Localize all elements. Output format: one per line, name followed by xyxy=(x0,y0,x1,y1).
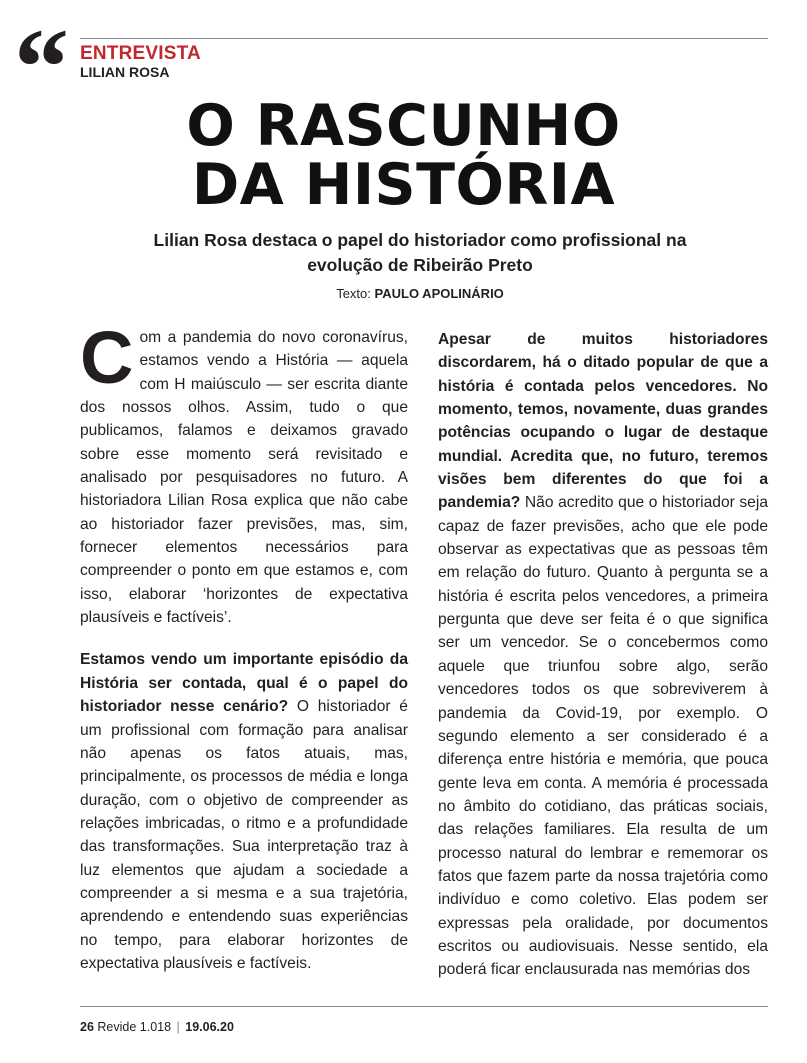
headline-line-2: DA HISTÓRIA xyxy=(191,152,616,218)
section-author: LILIAN ROSA xyxy=(80,64,170,80)
byline xyxy=(0,286,807,301)
footer-separator: | xyxy=(176,1020,180,1034)
byline-name: PAULO APOLINÁRIO xyxy=(374,286,504,301)
headline-line-1: O RASCUNHO xyxy=(186,93,621,159)
publication-name: Revide 1.018 xyxy=(97,1020,172,1034)
page-footer xyxy=(80,1020,234,1034)
issue-date: 19.06.20 xyxy=(185,1020,234,1034)
top-rule xyxy=(80,38,768,39)
subtitle: Lilian Rosa destaca o papel do historiador como profissional na evolução de Ribeirão Preto xyxy=(153,230,687,275)
question-2: Apesar de muitos historiadores discordarem, há o ditado popular de que a história é contada pelos vencedores. No momento, temos, novamente, duas grandes potências ocupando o lugar de destaque mundial. Acredita que, no futuro, teremos visões bem diferentes do que foi a pandemia? xyxy=(438,331,768,512)
bottom-rule xyxy=(80,1006,768,1007)
qa-1 xyxy=(80,648,408,975)
page-number: 26 xyxy=(80,1020,94,1034)
article-column-right xyxy=(438,328,768,982)
answer-1: O historiador é um profissional com formação para analisar não apenas os fatos atuais, mas, principalmente, os processos de média e longa duração, com o objetivo de compreender as relações imbricadas, o ritmo e a profundidade das transformações. Sua interpretação traz à luz elementos que ajudam a sociedade a compreender a si mesma e a sua trajetória, aprendendo e entendendo suas experiências no tempo, para elaborar horizontes de expectativa plausíveis e factíveis. xyxy=(80,698,408,972)
intro-text: om a pandemia do novo coronavírus, estamos vendo a História — aquela com H maiúsculo — ser escrita diante dos nossos olhos. Assim, tudo o que publicamos, falamos e deixamos gravado sobre esse momento será revisitado e analisado por pesquisadores no futuro. A historiadora Lilian Rosa explica que não cabe ao historiador fazer previsões, mas, sim, fornecer elementos necessários para compreender o ponto em que estamos e, com isso, elaborar ‘horizontes de expectativa plausíveis e factíveis’. xyxy=(80,329,408,627)
quote-mark-icon: “ xyxy=(14,6,61,128)
answer-2: Não acredito que o historiador seja capaz de fazer previsões, acho que ele pode observar as expectativas que as pessoas têm em relação do futuro. Quanto à pergunta se a história é escrita pelos vencedores, a primeira pergunta que deve ser feita é o que significa ser um vencedor. Se o concebermos como aquele que triunfou sobre algo, serão vencedores todos os que sobreviverem à pandemia da Covid-19, por exemplo. O segundo elemento a ser considerado é a diferença entre história e memória, que pouca gente leva em conta. A memória é processada no âmbito do cotidiano, das práticas sociais, das relações familiares. Ela resulta de um processo natural do lembrar e rememorar os fatos que fazem parte da nossa trajetória como indivíduo e como coletivo. Elas podem ser expressas pela oralidade, por documentos escritos ou audiovisuais. Nesse sentido, ela poderá ficar enclausurada nas memórias dos xyxy=(438,494,768,979)
byline-prefix: Texto: xyxy=(336,286,371,301)
section-label: ENTREVISTA xyxy=(80,43,201,64)
drop-cap: C xyxy=(80,316,134,399)
section-header xyxy=(80,43,201,80)
intro-paragraph xyxy=(80,316,408,629)
qa-2 xyxy=(438,328,768,982)
article-column-left xyxy=(80,316,408,975)
headline xyxy=(0,93,807,218)
question-1: Estamos vendo um importante episódio da História ser contada, qual é o papel do historiador nesse cenário? xyxy=(80,651,408,716)
